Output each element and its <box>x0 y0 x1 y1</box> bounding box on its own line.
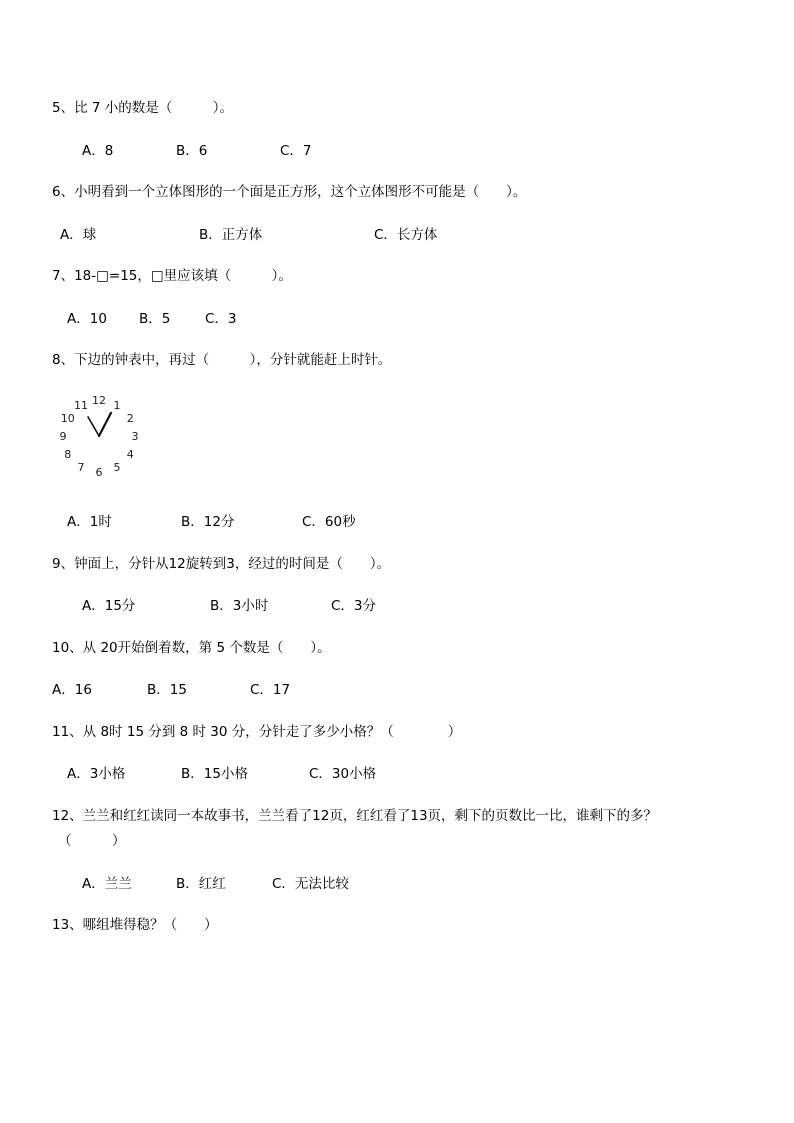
option-a: A．16 <box>52 682 92 698</box>
option-a: A．兰兰 <box>82 876 132 892</box>
option-c: C．3 <box>205 311 237 327</box>
clock-numeral: 5 <box>113 461 121 475</box>
option-a: A．3小格 <box>67 766 126 782</box>
option-c: C．3分 <box>331 598 377 614</box>
clock-numeral: 7 <box>77 461 85 475</box>
option-b: B．5 <box>139 311 171 327</box>
option-b: B．正方体 <box>199 227 263 243</box>
clock-numeral: 12 <box>92 394 106 407</box>
option-a: A．8 <box>82 143 114 159</box>
clock-numeral: 11 <box>74 398 88 412</box>
option-b: B．红红 <box>176 876 226 892</box>
clock-numeral: 2 <box>126 412 134 425</box>
option-a: A．10 <box>67 311 107 327</box>
option-a: A．球 <box>60 227 97 243</box>
clock-numeral: 10 <box>60 412 75 425</box>
question-13: 13、哪组堆得稳？（ ） <box>52 917 218 933</box>
clock-numeral: 8 <box>64 448 72 461</box>
option-c: C．30小格 <box>309 766 377 782</box>
option-b: B．12分 <box>181 514 235 530</box>
question-6: 6、小明看到一个立体图形的一个面是正方形，这个立体图形不可能是（ ）。 <box>52 184 527 200</box>
clock-hour-hand <box>99 413 111 436</box>
clock-numeral: 4 <box>126 448 134 461</box>
clock-numeral: 1 <box>113 398 121 412</box>
option-c: C．7 <box>280 143 312 159</box>
option-b: B．15小格 <box>181 766 248 782</box>
answer-blank: （ ） <box>58 833 126 849</box>
option-b: B．15 <box>147 682 187 698</box>
question-11: 11、从 8时 15 分到 8 时 30 分，分针走了多少小格？（ ） <box>52 724 462 740</box>
option-b: B．6 <box>176 143 208 159</box>
question-9: 9、钟面上，分针从12旋转到3，经过的时间是（ ）。 <box>52 556 391 572</box>
question-12: 12、兰兰和红红读同一本故事书，兰兰看了12页，红红看了13页，剩下的页数比一比，谁剩下的多？ <box>52 808 658 824</box>
question-7: 7、18-□=15，□里应该填（ ）。 <box>52 268 292 284</box>
option-c: C．17 <box>250 682 291 698</box>
question-5: 5、比 7 小的数是（ ）。 <box>52 100 234 116</box>
clock-minute-hand <box>88 417 99 436</box>
question-10: 10、从 20开始倒着数，第 5 个数是（ ）。 <box>52 640 331 656</box>
option-c: C．无法比较 <box>272 876 349 892</box>
option-c: C．长方体 <box>374 227 438 243</box>
option-c: C．60秒 <box>302 514 356 530</box>
option-b: B．3小时 <box>210 598 269 614</box>
option-a: A．1时 <box>67 514 112 530</box>
option-a: A．15分 <box>82 598 136 614</box>
clock-numeral: 9 <box>59 430 67 443</box>
clock-numeral: 3 <box>131 430 139 443</box>
clock-numeral: 6 <box>95 466 103 479</box>
question-8: 8、下边的钟表中，再过（ ），分针就能赶上时针。 <box>52 352 392 368</box>
clock-face <box>55 392 150 487</box>
